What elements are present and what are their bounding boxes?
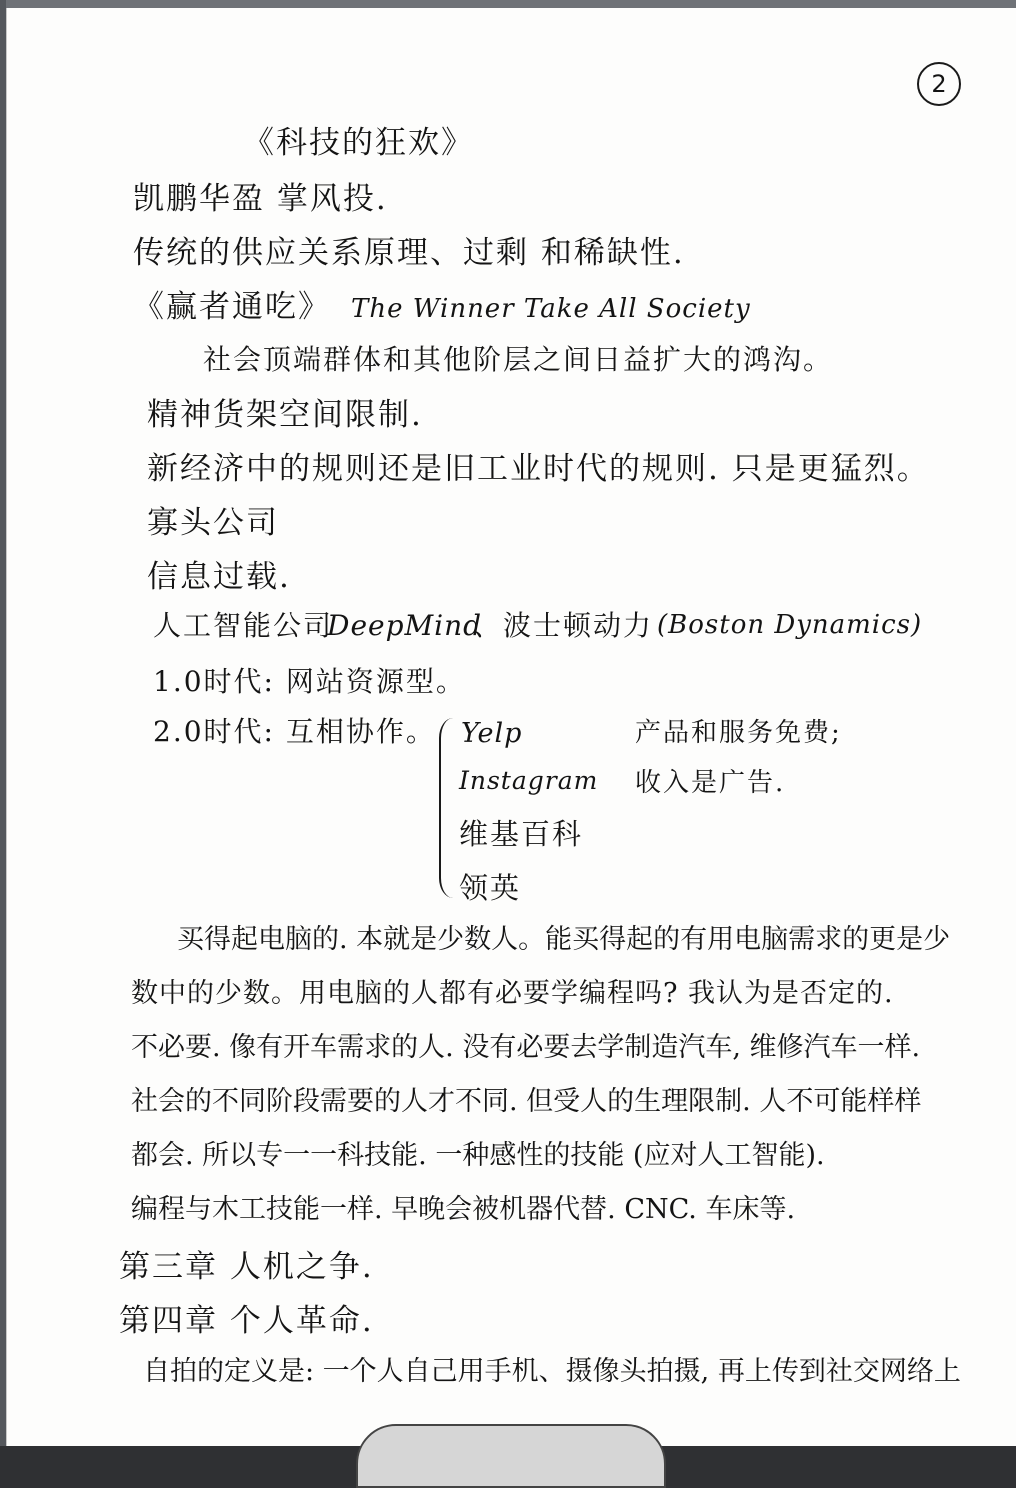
list-item: Instagram [459, 766, 599, 795]
note-line-2: 传统的供应关系原理、过剩 和稀缺性. [133, 235, 685, 271]
paragraph-line-3: 不必要. 像有开车需求的人. 没有必要去学制造汽车, 维修汽车一样. [131, 1032, 921, 1063]
note-line-4: 社会顶端群体和其他阶层之间日益扩大的鸿沟。 [203, 343, 834, 376]
note-line-9-d: (Boston Dynamics) [657, 610, 923, 640]
paragraph-line-4: 社会的不同阶段需要的人才不同. 但受人的生理限制. 人不可能样样 [131, 1086, 922, 1117]
chapter-3-heading: 第三章 人机之争. [119, 1249, 374, 1285]
note-line-8: 信息过载. [147, 559, 291, 595]
side-note-2: 收入是广告. [635, 768, 786, 798]
paragraph-line-6: 编程与木工技能一样. 早晚会被机器代替. CNC. 车床等. [131, 1194, 796, 1225]
note-line-3-en: The Winner Take All Society [351, 294, 751, 324]
note-line-9-b: DeepMind [327, 609, 483, 642]
note-line-3-cn: 《赢者通吃》 [133, 289, 331, 325]
paragraph-line-5: 都会. 所以专一一科技能. 一种感性的技能 (应对人工智能). [131, 1140, 825, 1171]
bottom-scroll-handle[interactable] [356, 1424, 666, 1488]
note-line-9-c: 、波士顿动力 [473, 609, 654, 642]
note-line-6: 新经济中的规则还是旧工业时代的规则. 只是更猛烈。 [147, 451, 930, 487]
book-title: 《科技的狂欢》 [243, 125, 474, 161]
note-line-7: 寡头公司 [147, 505, 279, 541]
note-line-10: 1.0时代: 网站资源型。 [153, 665, 466, 698]
notebook-page [6, 8, 1016, 1446]
note-line-9-a: 人工智能公司 [153, 609, 334, 642]
chapter-4-heading: 第四章 个人革命. [119, 1303, 374, 1339]
side-note-1: 产品和服务免费; [635, 718, 842, 748]
paragraph-line-1: 买得起电脑的. 本就是少数人。能买得起的有用电脑需求的更是少 [177, 924, 951, 955]
paragraph-line-2: 数中的少数。用电脑的人都有必要学编程吗? 我认为是否定的. [131, 978, 894, 1009]
list-item: 维基百科 [459, 817, 584, 851]
note-line-11: 2.0时代: 互相协作。 [153, 715, 436, 748]
selfie-definition-line: 自拍的定义是: 一个人自己用手机、摄像头拍摄, 再上传到社交网络上 [143, 1356, 961, 1387]
window-top-bar [0, 0, 1016, 8]
list-item: 领英 [459, 871, 522, 905]
note-line-1: 凯鹏华盈 掌风投. [133, 181, 388, 217]
note-line-5: 精神货架空间限制. [147, 397, 423, 433]
list-brace [439, 718, 455, 898]
page-number: 2 [917, 62, 961, 106]
list-item: Yelp [461, 718, 523, 749]
